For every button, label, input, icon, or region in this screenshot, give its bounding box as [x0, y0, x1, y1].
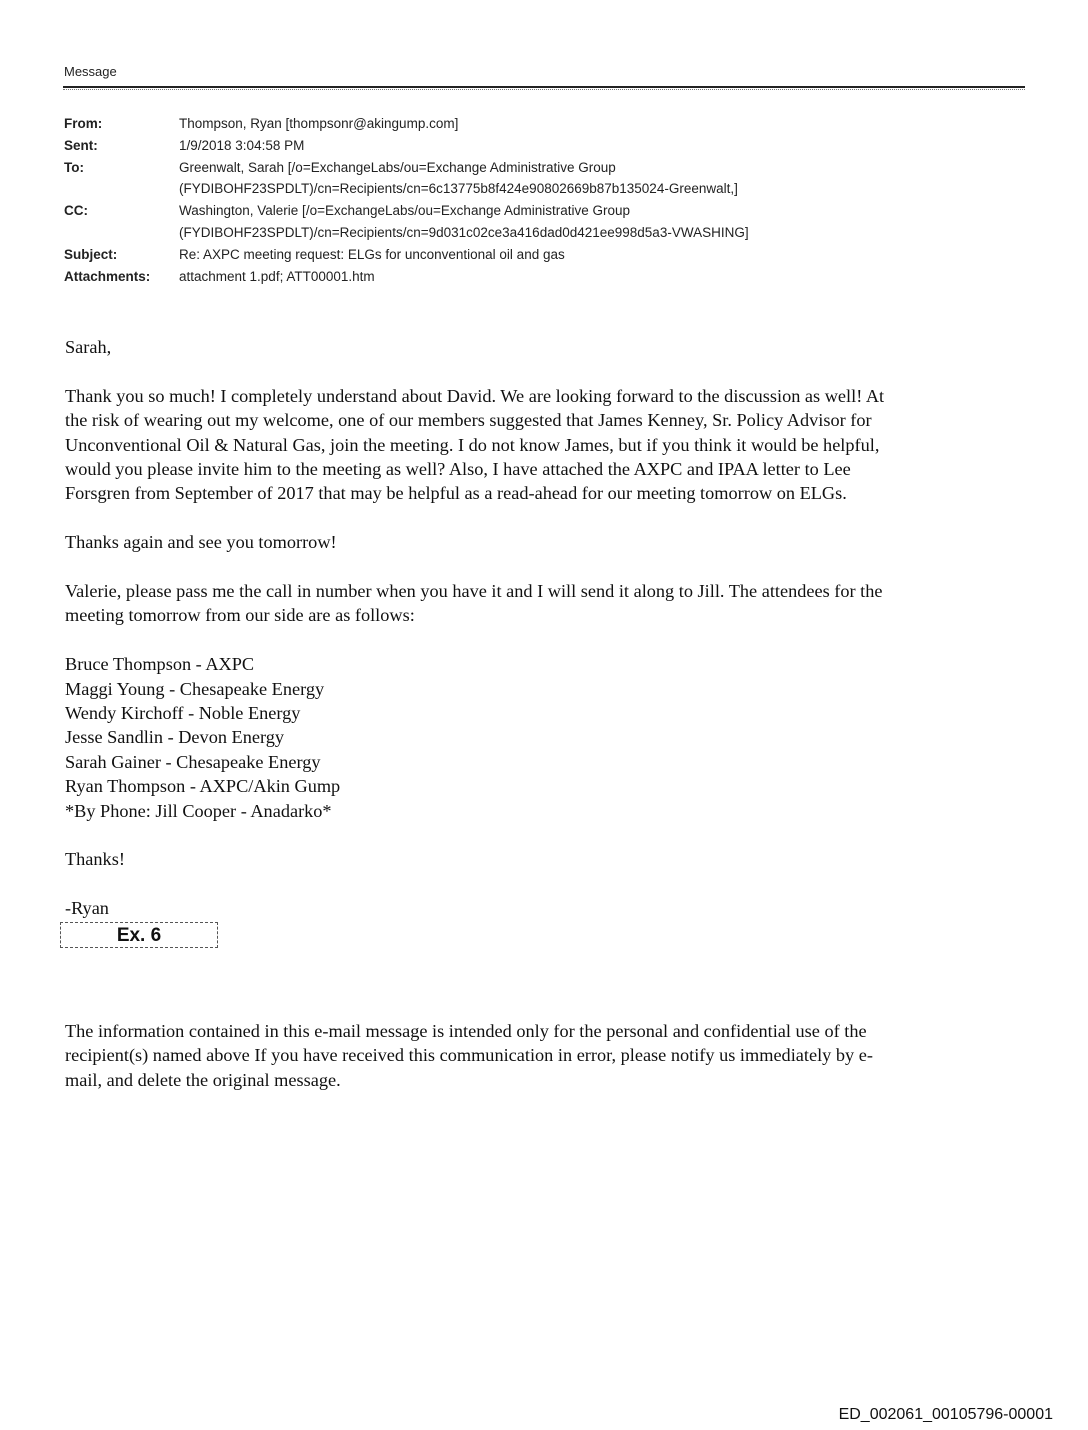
- attendee-item: Maggi Young - Chesapeake Energy: [65, 678, 325, 699]
- header-row-to: [64, 157, 1029, 179]
- header-label: Sent:: [64, 137, 98, 153]
- header-label-blank: [64, 178, 179, 200]
- attendee-item: Jesse Sandlin - Devon Energy: [65, 727, 284, 748]
- body-line: Forsgren from September of 2017 that may be helpful as a read-ahead for our meeting tomorrow on ELGs.: [65, 483, 847, 504]
- attendee-item: *By Phone: Jill Cooper - Anadarko*: [65, 800, 332, 821]
- bates-number: ED_002061_00105796-00001: [838, 1406, 1053, 1423]
- header-value: attachment 1.pdf; ATT00001.htm: [179, 268, 375, 284]
- body-line: would you please invite him to the meeting as well? Also, I have attached the AXPC and IPAA letter to Lee: [65, 459, 851, 480]
- greeting: Sarah,: [65, 337, 112, 357]
- disclaimer-line: The information contained in this e-mail message is intended only for the personal and confidential use of the: [65, 1021, 867, 1041]
- header-divider-dotted: [63, 89, 1025, 90]
- header-label: To:: [64, 159, 84, 175]
- header-row-subject: [64, 244, 1029, 266]
- header-row-sent: [64, 135, 1029, 157]
- signature: -Ryan: [65, 898, 109, 919]
- header-label: Attachments:: [64, 268, 151, 284]
- header-value: Washington, Valerie [/o=ExchangeLabs/ou=Exchange Administrative Group: [179, 203, 631, 219]
- header-row-from: [64, 113, 1029, 135]
- email-headers: [64, 113, 1029, 287]
- header-row-attachments: [64, 266, 1029, 288]
- section-label: Message: [64, 64, 117, 79]
- email-body: [65, 335, 1025, 921]
- header-value: Greenwalt, Sarah [/o=ExchangeLabs/ou=Exchange Administrative Group: [179, 159, 616, 175]
- header-value: Re: AXPC meeting request: ELGs for unconventional oil and gas: [179, 246, 565, 262]
- closing: Thanks!: [65, 849, 125, 870]
- attendee-item: Ryan Thompson - AXPC/Akin Gump: [65, 776, 341, 797]
- header-row-cc: [64, 200, 1029, 222]
- header-divider: [63, 86, 1025, 88]
- body-line: Thanks again and see you tomorrow!: [65, 532, 337, 553]
- header-row-cc-cont: [64, 222, 1029, 244]
- header-row-to-cont: [64, 178, 1029, 200]
- redaction-box: Ex. 6: [60, 922, 218, 948]
- body-line: Unconventional Oil & Natural Gas, join the meeting. I do not know James, but if you think it would be helpful,: [65, 434, 880, 455]
- header-value: Thompson, Ryan [thompsonr@akingump.com]: [179, 116, 459, 131]
- body-line: meeting tomorrow from our side are as follows:: [65, 605, 415, 626]
- body-line: Valerie, please pass me the call in number when you have it and I will send it along to Jill. The attendees for the: [65, 581, 883, 602]
- confidentiality-disclaimer: [65, 1019, 1025, 1092]
- header-label-blank: [64, 222, 179, 244]
- attendee-item: Bruce Thompson - AXPC: [65, 654, 255, 675]
- header-label: Subject:: [64, 246, 118, 262]
- header-value: (FYDIBOHF23SPDLT)/cn=Recipients/cn=9d031c02ce3a416dad0d421ee998d5a3-VWASHING]: [179, 224, 749, 240]
- body-line: Thank you so much! I completely understand about David. We are looking forward to the discussion as well! At: [65, 385, 885, 406]
- header-value: (FYDIBOHF23SPDLT)/cn=Recipients/cn=6c13775b8f424e90802669b87b135024-Greenwalt,]: [179, 181, 738, 197]
- header-label: From:: [64, 116, 103, 131]
- header-value: 1/9/2018 3:04:58 PM: [179, 137, 305, 153]
- attendee-item: Sarah Gainer - Chesapeake Energy: [65, 751, 321, 772]
- body-line: the risk of wearing out my welcome, one of our members suggested that James Kenney, Sr. Policy Advisor for: [65, 410, 872, 431]
- header-label: CC:: [64, 203, 88, 219]
- disclaimer-line: recipient(s) named above If you have received this communication in error, please notify us immediately by e-: [65, 1045, 873, 1066]
- disclaimer-line: mail, and delete the original message.: [65, 1069, 341, 1090]
- attendee-item: Wendy Kirchoff - Noble Energy: [65, 703, 301, 724]
